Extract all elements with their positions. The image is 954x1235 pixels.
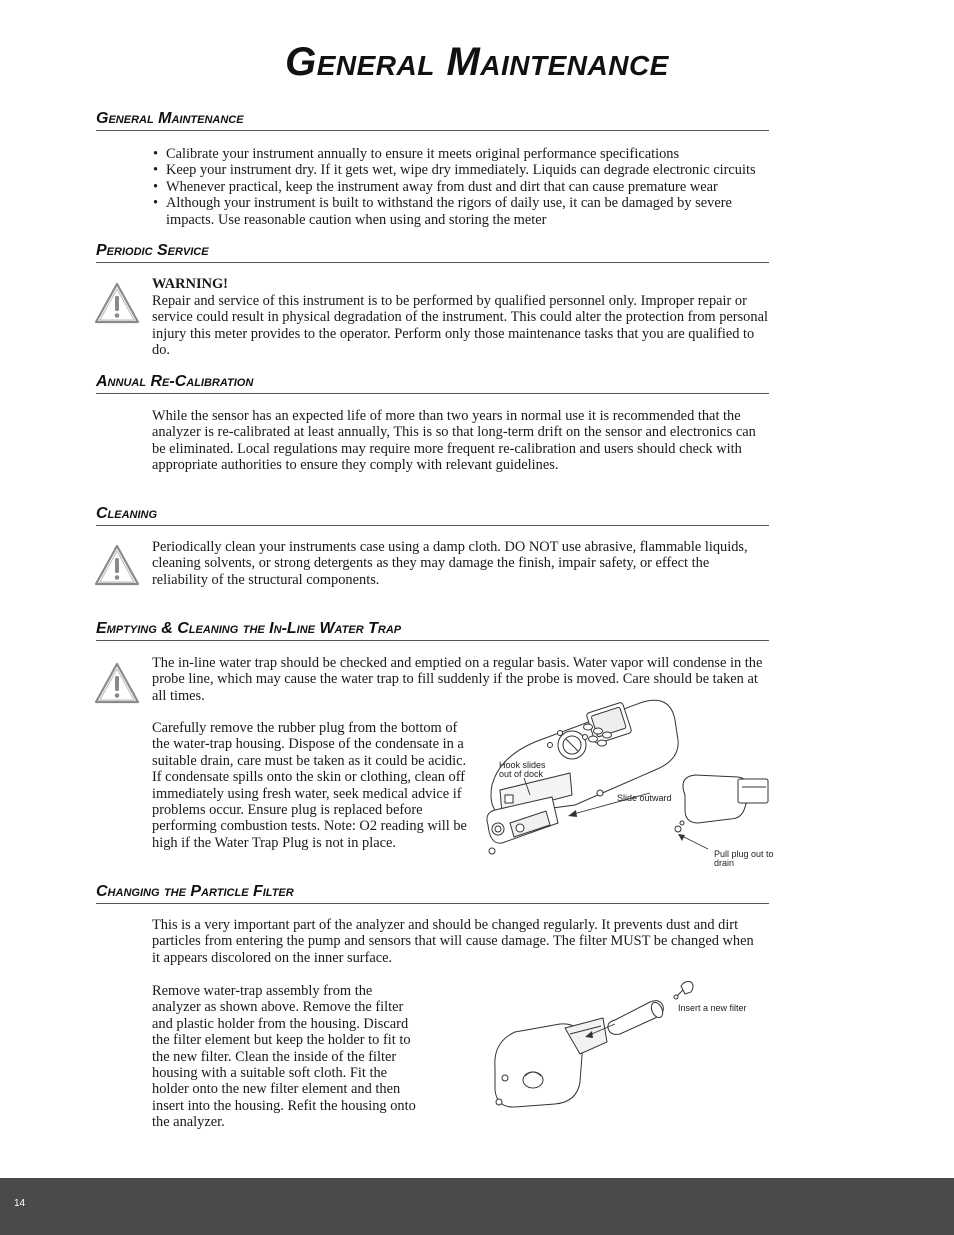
footer-bar <box>0 1178 954 1235</box>
bullet-item: • Although your instrument is built to withstand the rigors of daily use, it can be damaged by severe impacts. Use reasonable caution when using and storing the meter <box>152 195 772 228</box>
figure-label-insert-filter: Insert a new filter <box>678 1003 747 1013</box>
general-bullet-list <box>152 146 772 228</box>
particle-filter-text-1: This is a very important part of the analyzer and should be changed regularly. It prevents dust and dirt particles from entering the pump and sensors that will cause damage. The filter MUST be changed when it appears discolored on the inner surface. <box>152 917 754 966</box>
page-number: 14 <box>14 1198 26 1209</box>
section-heading-annual-recalibration: Annual Re-Calibration <box>96 373 769 394</box>
water-trap-text-2: Carefully remove the rubber plug from the bottom of the water-trap housing. Dispose of the condensate in a suitable drain, care must be taken as it could be acidic. If condensate spills onto the skin or clothing, clean off immediately using fresh water, seek medical advice if problems occur. Ensure plug is replaced before performing combustion tests. Note: O2 reading will be high if the Water Trap Plug is not in place. <box>152 720 467 851</box>
warning-triangle-icon <box>94 544 140 586</box>
page-title: General Maintenance <box>285 40 669 84</box>
section-heading-periodic-service: Periodic Service <box>96 242 769 263</box>
section-heading-cleaning: Cleaning <box>96 505 769 526</box>
figure-label-slide: Slide outward <box>617 793 672 803</box>
particle-filter-text-2: Remove water-trap assembly from the analyzer as shown above. Remove the filter and plastic holder from the housing. Discard the filter element but keep the holder to fit to the new filter. Clean the inside of the filter housing with a suitable soft cloth. Fit the holder onto the new filter element and then insert into the housing. Refit the housing onto the analyzer. <box>152 983 416 1131</box>
warning-triangle-icon <box>94 662 140 704</box>
warning-triangle-icon <box>94 282 140 324</box>
section-heading-particle-filter: Changing the Particle Filter <box>96 883 769 904</box>
bullet-item: • Whenever practical, keep the instrument away from dust and dirt that can cause premature wear <box>152 179 772 195</box>
bullet-item: • Calibrate your instrument annually to ensure it meets original performance specifications <box>152 146 772 162</box>
filter-replacement-illustration <box>485 972 705 1122</box>
recalibration-text: While the sensor has an expected life of more than two years in normal use it is recommended that the analyzer is re-calibrated at least annually, This is so that long-term drift on the sensor and electronics can be eliminated. Local regulations may require more frequent re-calibration and users should check with appropriate authorities to ensure they comply with relevant guidelines. <box>152 408 756 474</box>
water-trap-text-1: The in-line water trap should be checked and emptied on a regular basis. Water vapor will condense in the probe line, which may cause the water trap to fill suddenly if the probe is moved. Care should be taken at all times. <box>152 655 763 704</box>
cleaning-text: Periodically clean your instruments case using a damp cloth. DO NOT use abrasive, flammable liquids, cleaning solvents, or strong detergents as they may damage the finish, impair safety, or effect the reliability of the structural components. <box>152 539 748 588</box>
bullet-item: • Keep your instrument dry. If it gets wet, wipe dry immediately. Liquids can degrade electronic circuits <box>152 162 772 178</box>
figure-label-hook: Hook slides out of dock <box>499 760 546 779</box>
figure-label-pull-plug: Pull plug out to drain <box>714 849 774 868</box>
warning-title: WARNING! <box>152 276 228 292</box>
water-trap-removal-illustration <box>480 695 780 875</box>
section-heading-water-trap: Emptying & Cleaning the In-Line Water Trap <box>96 620 769 641</box>
section-heading-general: General Maintenance <box>96 110 769 131</box>
warning-text: Repair and service of this instrument is to be performed by qualified personnel only. Improper repair or service could result in physical degradation of the instrument. This could alter the protection from personal injury this meter provides to the operator. Perform only those maintenance tasks that you are qualified to do. <box>152 293 768 359</box>
